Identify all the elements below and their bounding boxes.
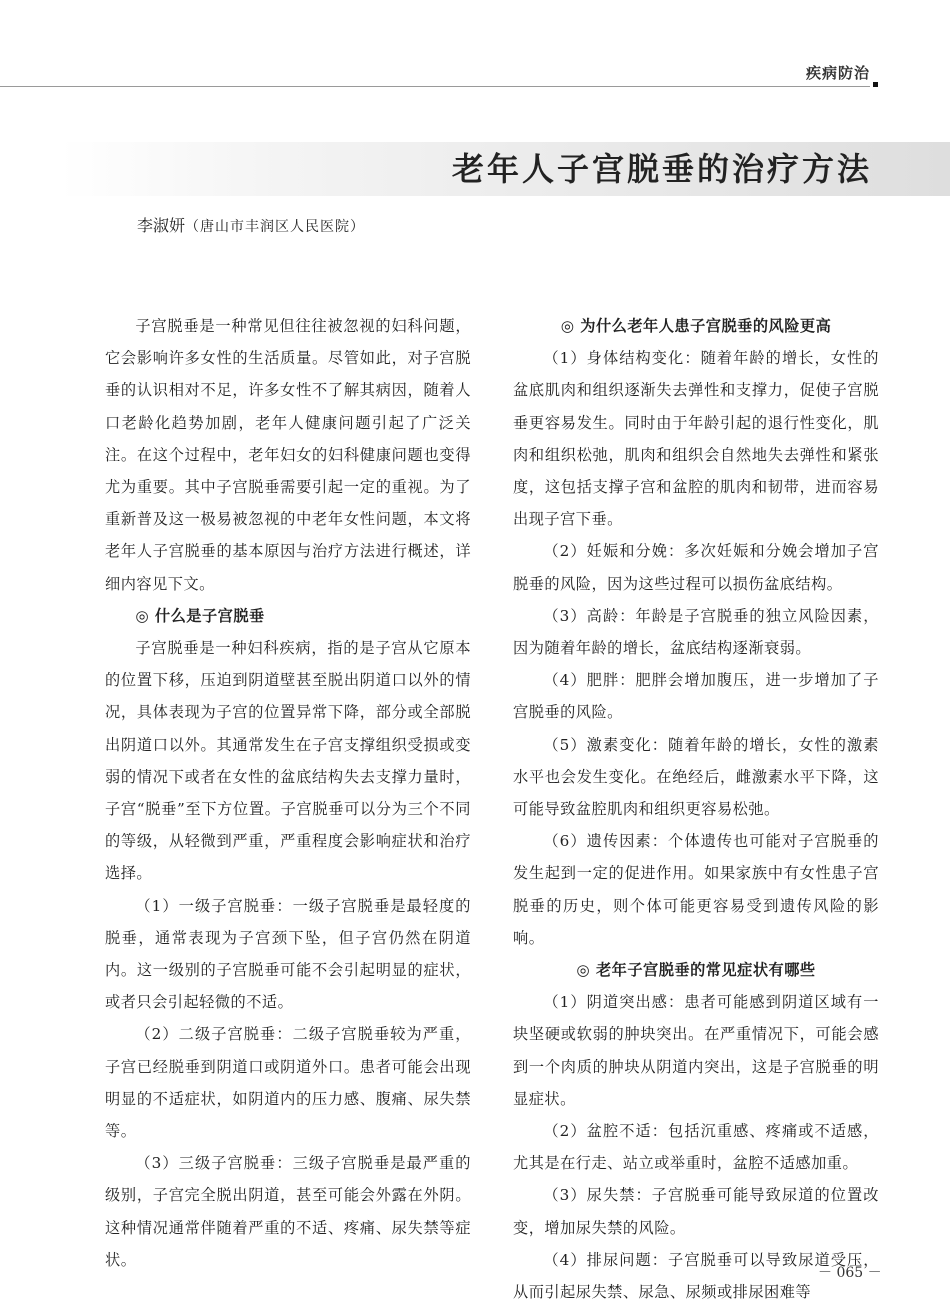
definition-paragraph: 子宫脱垂是一种妇科疾病，指的是子宫从它原本的位置下移，压迫到阴道壁甚至脱出阴道口以外的情况，具体表现为子宫的位置异常下降，部分或全部脱出阴道口以外。其通常发生在子宫支撑组织受损或变弱的情况下或者在女性的盆底结构失去支撑力量时，子宫“脱垂”至下方位置。子宫脱垂可以分为三个不同的等级，从轻微到严重，严重程度会影响症状和治疗选择。 (105, 639, 471, 883)
risk-3-paragraph: （3）高龄：年龄是子宫脱垂的独立风险因素，因为随着年龄的增长，盆底结构逐渐衰弱。 (513, 606, 879, 658)
section-marker-square (873, 82, 878, 87)
symptom-2-paragraph: （2）盆腔不适：包括沉重感、疼痛或不适感，尤其是在行走、站立或举重时，盆腔不适感加重。 (513, 1122, 879, 1173)
grade-3-paragraph: （3）三级子宫脱垂：三级子宫脱垂是最严重的级别，子宫完全脱出阴道，甚至可能会外露在外阴。这种情况通常伴随着严重的不适、疼痛、尿失禁等症状。 (105, 1154, 471, 1269)
intro-paragraph: 子宫脱垂是一种常见但往往被忽视的妇科问题，它会影响许多女性的生活质量。尽管如此，对子宫脱垂的认识相对不足，许多女性不了解其病因，随着人口老龄化趋势加剧，老年人健康问题引起了广泛关注。在这个过程中，老年妇女的妇科健康问题也变得尤为重要。其中子宫脱垂需要引起一定的重视。为了重新普及这一极易被忽视的中老年女性问题，本文将老年人子宫脱垂的基本原因与治疗方法进行概述，详细内容见下文。 (105, 317, 471, 593)
left-column (105, 310, 471, 1276)
grade-1-paragraph: （1）一级子宫脱垂：一级子宫脱垂是最轻度的脱垂，通常表现为子宫颈下坠，但子宫仍然在阴道内。这一级别的子宫脱垂可能不会引起明显的症状，或者只会引起轻微的不适。 (105, 896, 471, 1012)
right-column (513, 310, 879, 1308)
page-number: － 065 － (818, 1265, 882, 1281)
header-rule (0, 86, 870, 87)
risk-5-paragraph: （5）激素变化：随着年龄的增长，女性的激素水平也会发生变化。在绝经后，雌激素水平下降，这可能导致盆腔肌肉和组织更容易松弛。 (513, 735, 879, 819)
risk-4-paragraph: （4）肥胖：肥胖会增加腹压，进一步增加了子宫脱垂的风险。 (513, 671, 879, 722)
section-heading-what-is: ◎ 什么是子宫脱垂 (135, 606, 265, 625)
byline (137, 213, 365, 236)
symptom-3-paragraph: （3）尿失禁：子宫脱垂可能导致尿道的位置改变，增加尿失禁的风险。 (513, 1186, 879, 1237)
risk-2-paragraph: （2）妊娠和分娩：多次妊娠和分娩会增加子宫脱垂的风险，因为这些过程可以损伤盆底结构。 (513, 542, 879, 593)
symptom-1-paragraph: （1）阴道突出感：患者可能感到阴道区域有一块坚硬或软弱的肿块突出。在严重情况下，可能会感到一个肉质的肿块从阴道内突出，这是子宫脱垂的明显症状。 (513, 993, 879, 1108)
section-label: 疾病防治 (805, 64, 870, 82)
symptom-4-paragraph: （4）排尿问题：子宫脱垂可以导致尿道受压，从而引起尿失禁、尿急、尿频或排尿困难等 (513, 1250, 879, 1302)
author-affiliation: （唐山市丰润区人民医院） (185, 219, 366, 235)
grade-2-paragraph: （2）二级子宫脱垂：二级子宫脱垂较为严重，子宫已经脱垂到阴道口或阴道外口。患者可能会出现明显的不适症状，如阴道内的压力感、腹痛、尿失禁等。 (105, 1025, 471, 1141)
article-title: 老年人子宫脱垂的治疗方法 (451, 150, 872, 188)
risk-6-paragraph: （6）遗传因素：个体遗传也可能对子宫脱垂的发生起到一定的促进作用。如果家族中有女性患子宫脱垂的历史，则个体可能更容易受到遗传风险的影响。 (513, 832, 879, 947)
author-name: 李淑妍 (137, 216, 186, 235)
risk-1-paragraph: （1）身体结构变化：随着年龄的增长，女性的盆底肌肉和组织逐渐失去弹性和支撑力，促使子宫脱垂更容易发生。同时由于年龄引起的退行性变化，肌肉和组织松弛，肌肉和组织会自然地失去弹性和紧张度，这包括支撑子宫和盆腔的肌肉和韧带，进而容易出现子宫下垂。 (513, 349, 879, 529)
section-heading-risk: ◎ 为什么老年人患子宫脱垂的风险更高 (560, 317, 832, 335)
section-heading-symptoms: ◎ 老年子宫脱垂的常见症状有哪些 (576, 961, 816, 980)
